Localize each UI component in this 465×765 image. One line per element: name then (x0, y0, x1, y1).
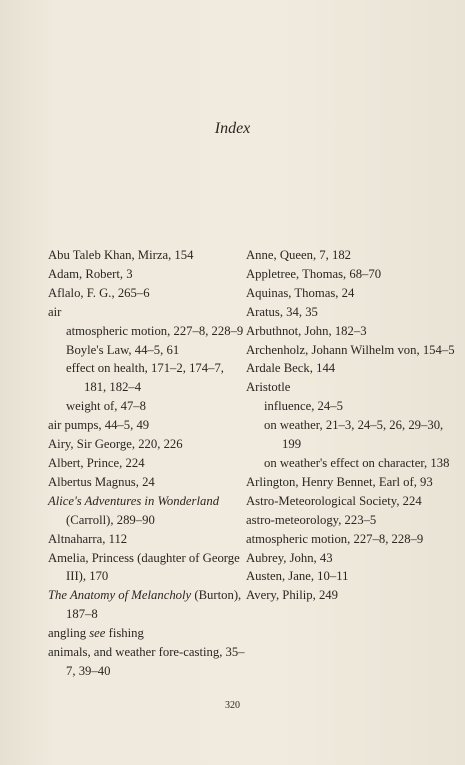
see-reference: see (89, 626, 106, 641)
entry-text: Adam, Robert, 3 (48, 266, 133, 281)
entry-title: The Anatomy of Melancholy (48, 588, 192, 603)
page-number: 320 (225, 700, 240, 711)
entry-text: astro-meteorology, 223–5 (246, 512, 377, 527)
index-subentry (246, 416, 456, 454)
entry-text: Aratus, 34, 35 (246, 304, 318, 319)
entry-text: Avery, Philip, 249 (246, 588, 338, 603)
index-entry (48, 284, 248, 303)
index-entry (246, 359, 456, 378)
entry-text: effect on health, 171–2, 174–7, 181, 182–4 (66, 361, 224, 395)
index-entry (48, 643, 248, 681)
entry-text: air pumps, 44–5, 49 (48, 418, 150, 433)
index-entry (48, 435, 248, 454)
index-column-left (48, 246, 248, 681)
entry-text: Boyle's Law, 44–5, 61 (66, 342, 180, 357)
entry-text: Altnaharra, 112 (48, 531, 128, 546)
entry-text: Astro-Meteorological Society, 224 (246, 493, 422, 508)
index-subentry (246, 397, 456, 416)
entry-text: on weather, 21–3, 24–5, 26, 29–30, 199 (264, 418, 444, 452)
entry-text: atmospheric motion, 227–8, 228–9 (66, 323, 244, 338)
index-subentry (48, 397, 248, 416)
index-entry (246, 303, 456, 322)
entry-text: Airy, Sir George, 220, 226 (48, 437, 183, 452)
index-entry (48, 492, 248, 530)
entry-text: fishing (105, 626, 144, 641)
index-entry (48, 624, 248, 643)
index-entry (246, 567, 456, 586)
index-subentry (48, 322, 248, 341)
index-entry (48, 586, 248, 624)
entry-text: weight of, 47–8 (66, 399, 146, 414)
entry-text: Aflalo, F. G., 265–6 (48, 285, 150, 300)
index-entry (246, 378, 456, 397)
entry-text: Amelia, Princess (daughter of George III), 170 (48, 550, 240, 584)
index-entry (246, 492, 456, 511)
index-entry (48, 530, 248, 549)
index-entry (48, 549, 248, 587)
index-subentry (48, 359, 248, 397)
entry-text: (Carroll), 289–90 (66, 512, 155, 527)
index-entry (48, 303, 248, 322)
index-entry (246, 246, 456, 265)
index-entry (48, 265, 248, 284)
index-column-right (246, 246, 456, 605)
index-entry (48, 473, 248, 492)
index-entry (246, 322, 456, 341)
index-entry (246, 341, 456, 360)
entry-text: Archenholz, Johann Wilhelm von, 154–5 (246, 342, 455, 357)
index-entry (246, 284, 456, 303)
entry-title: Alice's Adventures in Wonderland (48, 493, 220, 508)
entry-text: Anne, Queen, 7, 182 (246, 248, 352, 262)
entry-text: Aristotle (246, 380, 291, 395)
entry-text: angling (48, 626, 90, 641)
index-entry (246, 473, 456, 492)
index-entry (246, 265, 456, 284)
entry-text: Austen, Jane, 10–11 (246, 569, 349, 584)
entry-text: Abu Taleb Khan, Mirza, 154 (48, 248, 194, 262)
entry-text: atmospheric motion, 227–8, 228–9 (246, 531, 424, 546)
index-entry (48, 416, 248, 435)
index-entry (246, 549, 456, 568)
index-entry (246, 511, 456, 530)
index-entry (246, 586, 456, 605)
entry-text: Aubrey, John, 43 (246, 550, 333, 565)
entry-text: animals, and weather fore-casting, 35–7, 39–40 (48, 645, 245, 678)
entry-text: Aquinas, Thomas, 24 (246, 285, 355, 300)
entry-text: influence, 24–5 (264, 399, 343, 414)
entry-text: Appletree, Thomas, 68–70 (246, 266, 382, 281)
index-entry (48, 246, 248, 265)
index-entry (48, 454, 248, 473)
entry-text: Albert, Prince, 224 (48, 455, 145, 470)
entry-text: Arbuthnot, John, 182–3 (246, 323, 367, 338)
entry-text: air (48, 304, 62, 319)
index-subentry (246, 454, 456, 473)
entry-text: Albertus Magnus, 24 (48, 474, 155, 489)
index-entry (246, 530, 456, 549)
entry-text: Ardale Beck, 144 (246, 361, 336, 376)
page-title: Index (214, 120, 251, 137)
entry-text: Arlington, Henry Bennet, Earl of, 93 (246, 474, 433, 489)
entry-text: (Burton), 187–8 (66, 588, 242, 622)
index-subentry (48, 341, 248, 360)
entry-text: on weather's effect on character, 138 (264, 455, 450, 470)
